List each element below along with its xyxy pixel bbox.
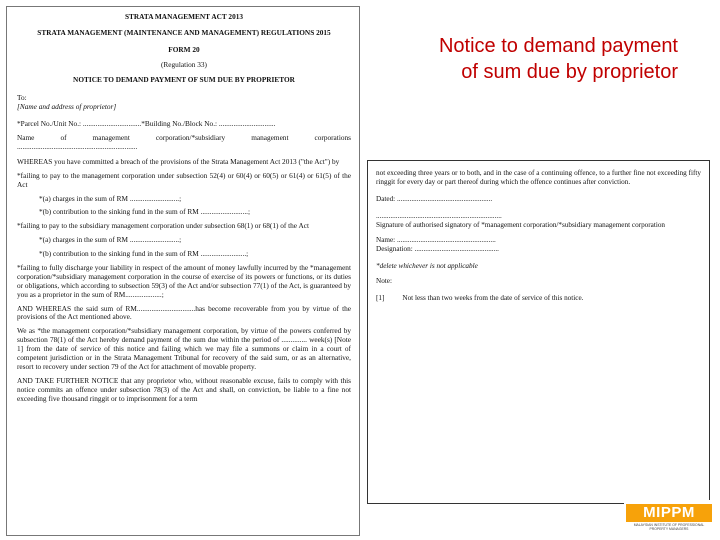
- signature-label: Signature of authorised signatory of *management corporation/*subsidiary management corporation: [376, 221, 666, 229]
- corporation-line: Name of management corporation/*subsidiary management corporations ..................................................................: [17, 133, 351, 152]
- regulation-reference: (Regulation 33): [160, 59, 207, 69]
- designation-line: Designation: ...............................................: [376, 245, 499, 253]
- item-a-charges-2: *(a) charges in the sum of RM ...........................;: [39, 235, 182, 245]
- demand-paragraph: We as *the management corporation/*subsidiary management corporation, by virtue of the powers conferred by subsection 78(1) of the Act hereby demand payment of the sum due within the period of .............. week(s) [Note 1] from the date of service of this notice and failing which we may file a summons or claim in a court of competent jurisdiction or in the Strata Management Tribunal for recovery of the said sum, or as an alternative, resort to recovery under section 79 of the Act for attachment of movable property.: [17, 326, 351, 371]
- notice-heading: NOTICE TO DEMAND PAYMENT OF SUM DUE BY PROPRIETOR: [73, 74, 295, 84]
- mippm-logo: [624, 500, 716, 536]
- and-whereas-paragraph: AND WHEREAS the said sum of RM................................has become recoverable from you by virtue of the provisions of the Act mentioned above.: [17, 303, 351, 322]
- delete-note: *delete whichever is not applicable: [376, 262, 478, 270]
- act-title: STRATA MANAGEMENT ACT 2013: [124, 12, 244, 21]
- name-line: Name: .......................................................: [376, 236, 496, 244]
- regulations-title: STRATA MANAGEMENT (MAINTENANCE AND MANAGEMENT) REGULATIONS 2015: [37, 27, 331, 37]
- note-heading: Note:: [376, 277, 392, 285]
- note-number: [1]: [376, 294, 385, 302]
- form-page-right: [367, 160, 710, 504]
- whereas-paragraph: WHEREAS you have committed a breach of the provisions of the Strata Management Act 2013 ("the Act") by: [17, 156, 340, 166]
- failing-mc-paragraph: *failing to pay to the management corporation under subsection 52(4) or 60(4) or 60(5) or 61(4) or 61(5) of the Act: [17, 170, 351, 189]
- to-label: To:: [17, 93, 27, 103]
- logo-wordmark: MIPPM: [626, 504, 712, 522]
- form-number: FORM 20: [168, 44, 200, 54]
- logo-subtitle: MALAYSIAN INSTITUTE OF PROFESSIONAL PROPERTY MANAGERS: [633, 523, 705, 531]
- slide-title: Notice to demand payment of sum due by proprietor: [438, 35, 678, 83]
- signature-dots: ......................................................................: [376, 212, 502, 220]
- dated-line: Dated: .....................................................: [376, 195, 493, 203]
- form-page-left: [6, 6, 360, 536]
- item-b-sinking-fund-1: *(b) contribution to the sinking fund in the sum of RM ..........................;: [39, 207, 250, 217]
- further-notice-paragraph: AND TAKE FURTHER NOTICE that any proprietor who, without reasonable excuse, fails to comply with this notice commits an offence under subsection 78(3) of the Act and shall, on conviction, be liable to a fine not exceeding five thousand ringgit or to imprisonment for a term: [17, 375, 351, 403]
- parcel-line: *Parcel No./Unit No.: ................................*Building No./Block No.: ...............................: [17, 119, 276, 129]
- name-address: [Name and address of proprietor]: [17, 102, 117, 112]
- failing-smc-paragraph: *failing to pay to the subsidiary management corporation under subsection 68(1) or 68(1) of the Act: [17, 221, 310, 231]
- continuation-paragraph: not exceeding three years or to both, and in the case of a continuing offence, to a further fine not exceeding fifty ringgit for every day or part thereof during which the offence continues after conviction.: [376, 169, 701, 186]
- item-a-charges-1: *(a) charges in the sum of RM ...........................;: [39, 193, 182, 203]
- failing-discharge-paragraph: *failing to fully discharge your liability in respect of the amount of money lawfully incurred by the *management corporation/*subsidiary management corporation in the course of exercise of its powers or functions, or its duties or obligations, which according to subsection 59(3) of the Act and/or subsection 77(1) of the Act, is guaranteed by you as a proprietor in the sum of RM....................;: [17, 263, 351, 299]
- item-b-sinking-fund-2: *(b) contribution to the sinking fund in the sum of RM .........................;: [39, 249, 249, 259]
- note-text: Not less than two weeks from the date of service of this notice.: [402, 294, 584, 302]
- note-row: [376, 294, 701, 303]
